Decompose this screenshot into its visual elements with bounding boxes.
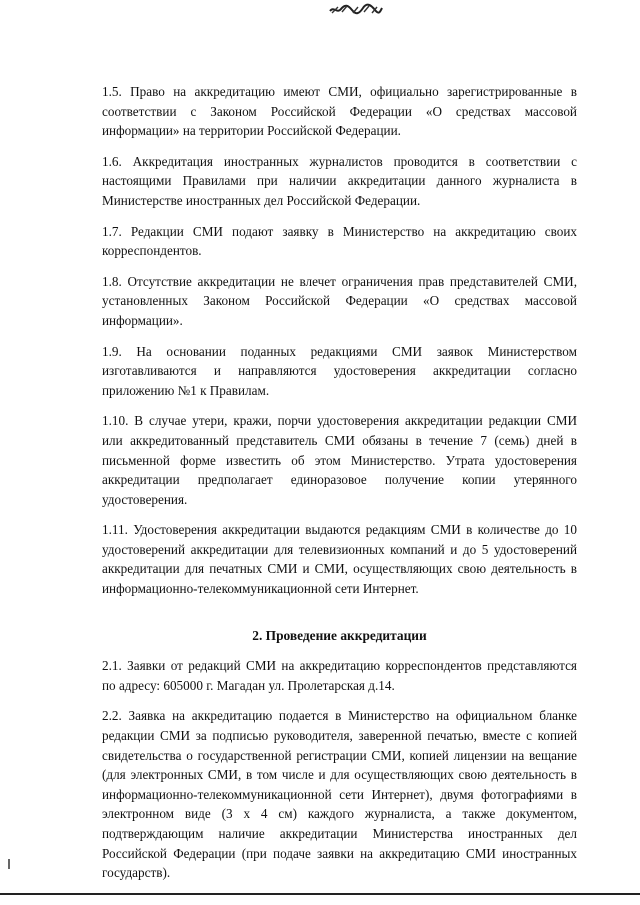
section-2-heading: 2. Проведение аккредитации [252,627,427,643]
document-body [102,82,577,894]
signature-scribble-mark [328,2,384,16]
paragraph-2-2: 2.2. Заявка на аккредитацию подается в Министерство на официальном бланке редакции СМИ за подписью руководителя, заверенной печатью, вместе с копией свидетельства о государственной регистрации СМИ, копией лицензии на вещание (для электронных СМИ, в том числе и для осуществляющих свою деятельность в информационно-телекоммуникационной сети Интернет), двумя фотографиями в электронном виде (3 х 4 см) каждого журналиста, а также документом, подтверждающим наличие аккредитации Министерства иностранных дел Российской Федерации (при подаче заявки на аккредитацию СМИ иностранных государств). [102,708,577,881]
scan-speck [8,859,10,869]
paragraph-1-8: 1.8. Отсутствие аккредитации не влечет ограничения прав представителей СМИ, установленных Законом Российской Федерации «О средствах массовой информации». [102,273,577,328]
paragraph-1-9: 1.9. На основании поданных редакциями СМИ заявок Министерством изготавливаются и направляются удостоверения аккредитации согласно приложению №1 к Правилам. [102,343,577,398]
paragraph-1-7: 1.7. Редакции СМИ подают заявку в Министерство на аккредитацию своих корреспондентов. [102,223,577,259]
page-bottom-edge-line [0,893,640,895]
paragraph-1-11: 1.11. Удостоверения аккредитации выдаются редакциям СМИ в количестве до 10 удостоверений аккредитации для телевизионных компаний и до 5 удостоверений аккредитации для печатных СМИ и СМИ, осуществляющих свою деятельность в информационно-телекоммуникационной сети Интернет. [102,522,577,597]
paragraph-1-10: 1.10. В случае утери, кражи, порчи удостоверения аккредитации редакции СМИ или аккредитованный представитель СМИ обязаны в течение 7 (семь) дней в письменной форме известить об этом Министерство. Утрата удостоверения аккредитации предполагает единоразовое получение копии утерянного удостоверения. [102,413,577,507]
paragraph-2-1: 2.1. Заявки от редакций СМИ на аккредитацию корреспондентов представляются по адресу: 605000 г. Магадан ул. Пролетарская д.14. [102,658,577,693]
paragraph-1-6: 1.6. Аккредитация иностранных журналистов проводится в соответствии с настоящими Правилами при наличии аккредитации данного журналиста в Министерстве иностранных дел Российской Федерации. [102,153,577,208]
paragraph-1-5: 1.5. Право на аккредитацию имеют СМИ, официально зарегистрированные в соответствии с Законом Российской Федерации «О средствах массовой информации» на территории Российской Федерации. [102,84,577,139]
